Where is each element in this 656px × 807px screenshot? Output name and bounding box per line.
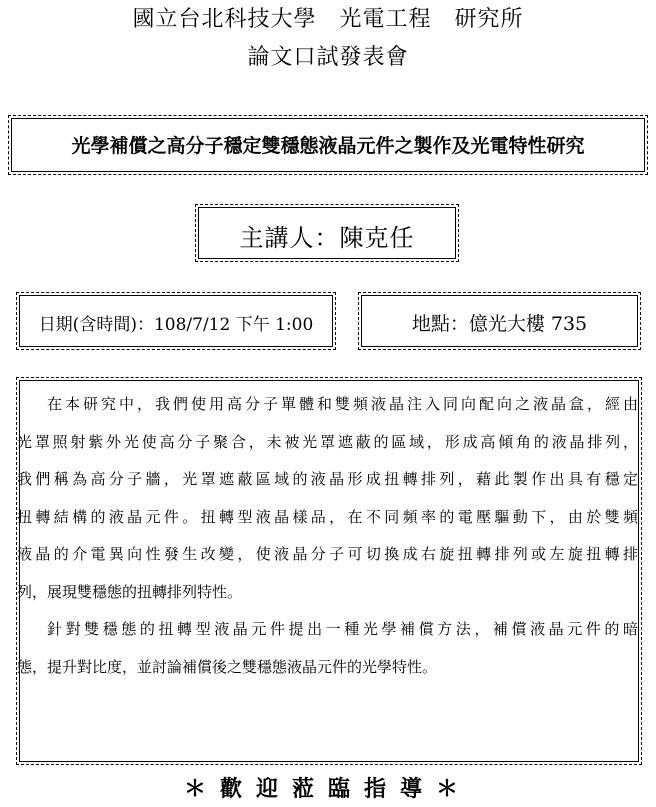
place-label: 地點：億光大樓 735 xyxy=(411,313,588,335)
thesis-title: 光學補償之高分子穩定雙穩態液晶元件之製作及光電特性研究 xyxy=(71,135,585,157)
date-box xyxy=(16,292,336,350)
department-heading: 國立台北科技大學 光電工程 研究所 xyxy=(132,7,524,32)
abstract-box xyxy=(16,377,642,765)
welcome-footer: ＊歡迎蒞臨指導＊ xyxy=(183,776,472,802)
abstract-line: 液晶的介電異向性發生改變，使液晶分子可切換成右旋扭轉排列或左旋扭轉排 xyxy=(17,545,638,563)
speaker-box xyxy=(195,204,459,262)
abstract-line: 針對雙穩態的扭轉型液晶元件提出一種光學補償方法，補償液晶元件的暗 xyxy=(47,620,638,638)
abstract-text xyxy=(17,386,641,686)
abstract-line: 態，提升對比度，並討論補償後之雙穩態液晶元件的光學特性。 xyxy=(17,657,438,676)
place-box xyxy=(358,292,641,350)
abstract-line: 扭轉結構的液晶元件。扭轉型液晶樣品，在不同頻率的電壓驅動下，由於雙頻 xyxy=(17,507,638,526)
abstract-line: 列，展現雙穩態的扭轉排列特性。 xyxy=(17,582,243,601)
thesis-title-box xyxy=(8,115,648,175)
abstract-line: 我們稱為高分子牆，光罩遮蔽區域的液晶形成扭轉排列，藉此製作出具有穩定 xyxy=(17,470,638,488)
date-label: 日期(含時間)：108/7/12 下午 1:00 xyxy=(38,315,314,335)
abstract-line: 光罩照射紫外光使高分子聚合，未被光罩遮蔽的區域，形成高傾角的液晶排列， xyxy=(17,432,638,451)
event-heading: 論文口試發表會 xyxy=(247,45,409,70)
abstract-line: 在本研究中，我們使用高分子單體和雙頻液晶注入同向配向之液晶盒，經由 xyxy=(47,395,638,413)
speaker-label: 主講人：陳克任 xyxy=(239,224,415,252)
